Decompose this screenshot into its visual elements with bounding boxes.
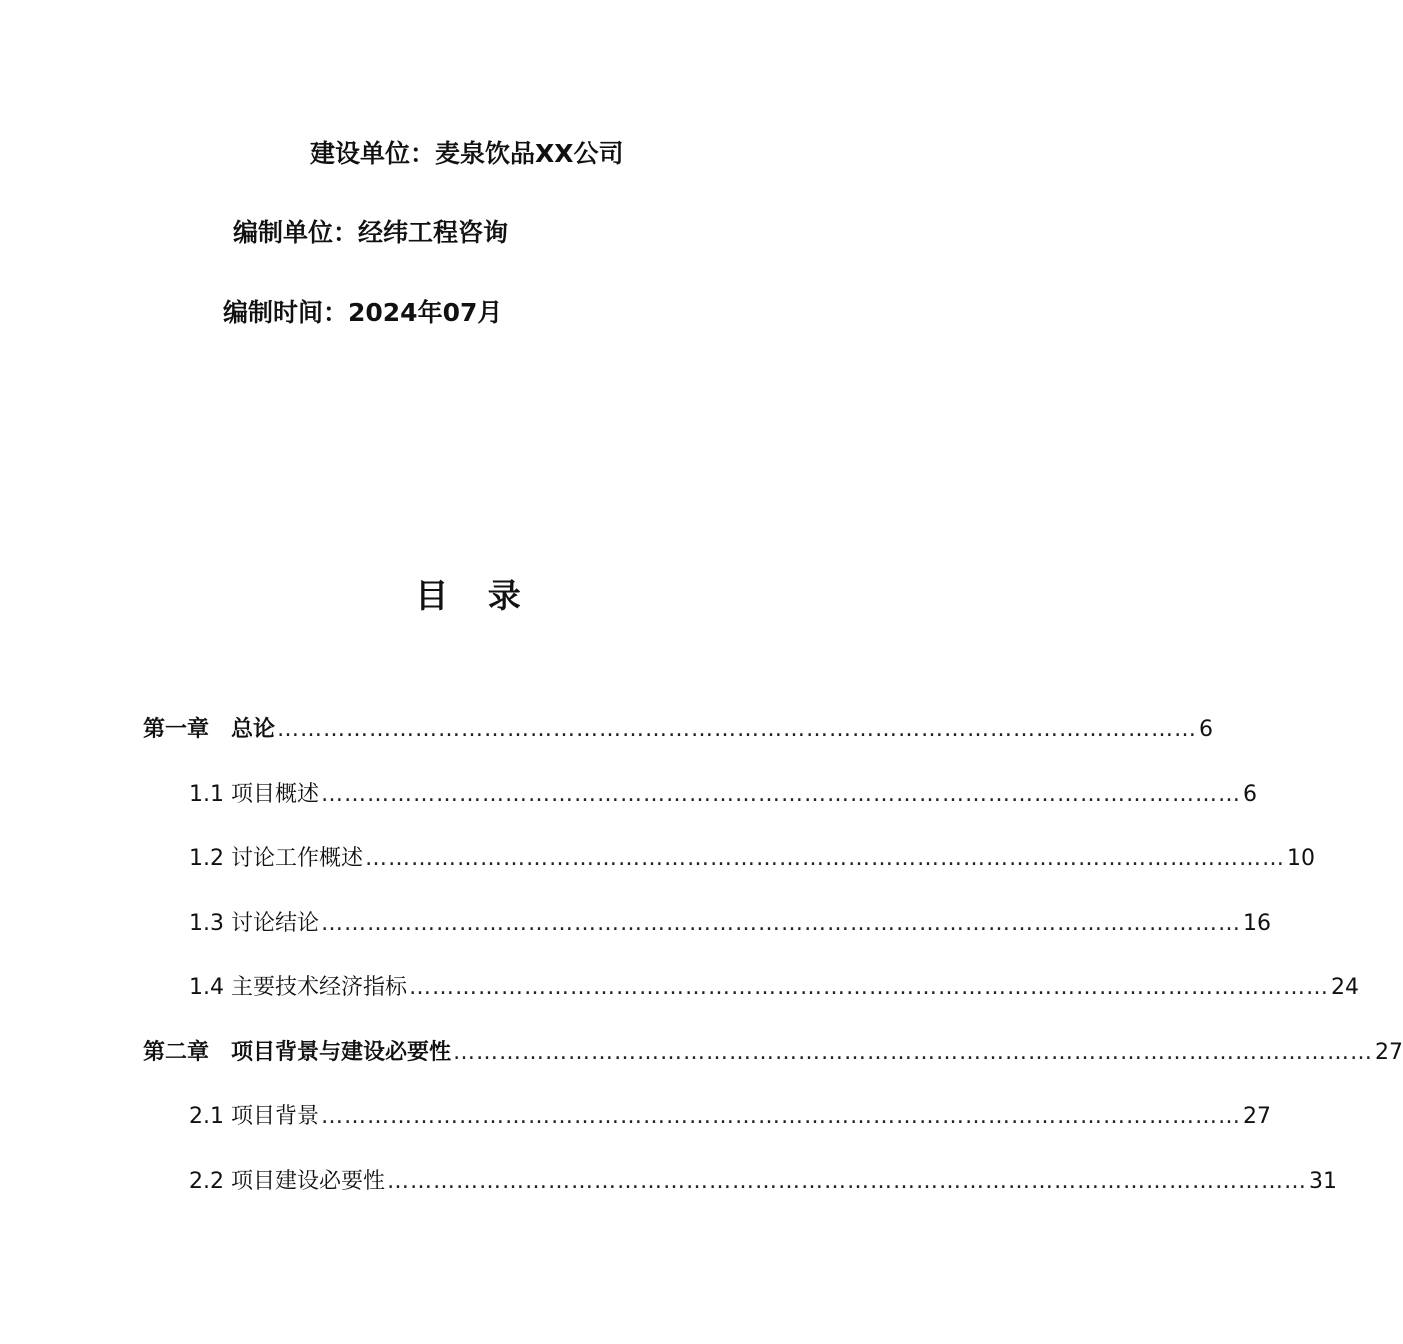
toc-title: 目 录: [415, 576, 535, 615]
toc-entry-label: 1.4 主要技术经济指标: [189, 975, 407, 1000]
toc-entry-page: 27: [1375, 1040, 1403, 1065]
toc-leader-dots: …………………………………………………………………………………………………………: [320, 911, 1241, 936]
toc-entry-label: 2.2 项目建设必要性: [189, 1169, 385, 1194]
toc-entry[interactable]: [189, 777, 1257, 817]
compiling-time: 编制时间：2024年07月: [223, 298, 503, 327]
toc-entry[interactable]: [143, 712, 1214, 752]
toc-leader-dots: …………………………………………………………………………………………………………: [386, 1169, 1307, 1194]
toc-leader-dots: …………………………………………………………………………………………………………: [320, 782, 1241, 807]
toc-entry-page: 27: [1242, 1104, 1271, 1129]
toc-entry[interactable]: [143, 1035, 1403, 1075]
toc-entry[interactable]: [189, 906, 1271, 946]
toc-leader-dots: …………………………………………………………………………………………………………: [408, 975, 1329, 1000]
toc-leader-dots: …………………………………………………………………………………………………………: [364, 846, 1285, 871]
toc-entry-page: 10: [1286, 846, 1315, 871]
toc-entry[interactable]: [189, 1164, 1337, 1204]
toc-entry-page: 16: [1242, 911, 1271, 936]
toc-entry[interactable]: [189, 1099, 1271, 1139]
toc-entry-page: 6: [1199, 717, 1214, 742]
toc-leader-dots: …………………………………………………………………………………………………………: [320, 1104, 1241, 1129]
toc-entry[interactable]: [189, 841, 1315, 881]
compiling-unit: 编制单位：经纬工程咨询: [233, 218, 509, 247]
toc-entry-page: 24: [1330, 975, 1359, 1000]
toc-entry-page: 31: [1308, 1169, 1337, 1194]
toc-entry-label: 1.2 讨论工作概述: [189, 846, 363, 871]
toc-entry-label: 第一章 总论: [143, 717, 276, 742]
toc-entry[interactable]: [189, 970, 1359, 1010]
toc-entry-label: 1.1 项目概述: [189, 782, 319, 807]
toc-entry-page: 6: [1242, 782, 1257, 807]
toc-leader-dots: …………………………………………………………………………………………………………: [277, 717, 1198, 742]
toc-leader-dots: …………………………………………………………………………………………………………: [453, 1040, 1374, 1065]
toc-entry-label: 1.3 讨论结论: [189, 911, 319, 936]
construction-unit: 建设单位：麦泉饮品XX公司: [310, 139, 624, 168]
toc-entry-label: 第二章 项目背景与建设必要性: [143, 1040, 452, 1065]
toc-entry-label: 2.1 项目背景: [189, 1104, 319, 1129]
